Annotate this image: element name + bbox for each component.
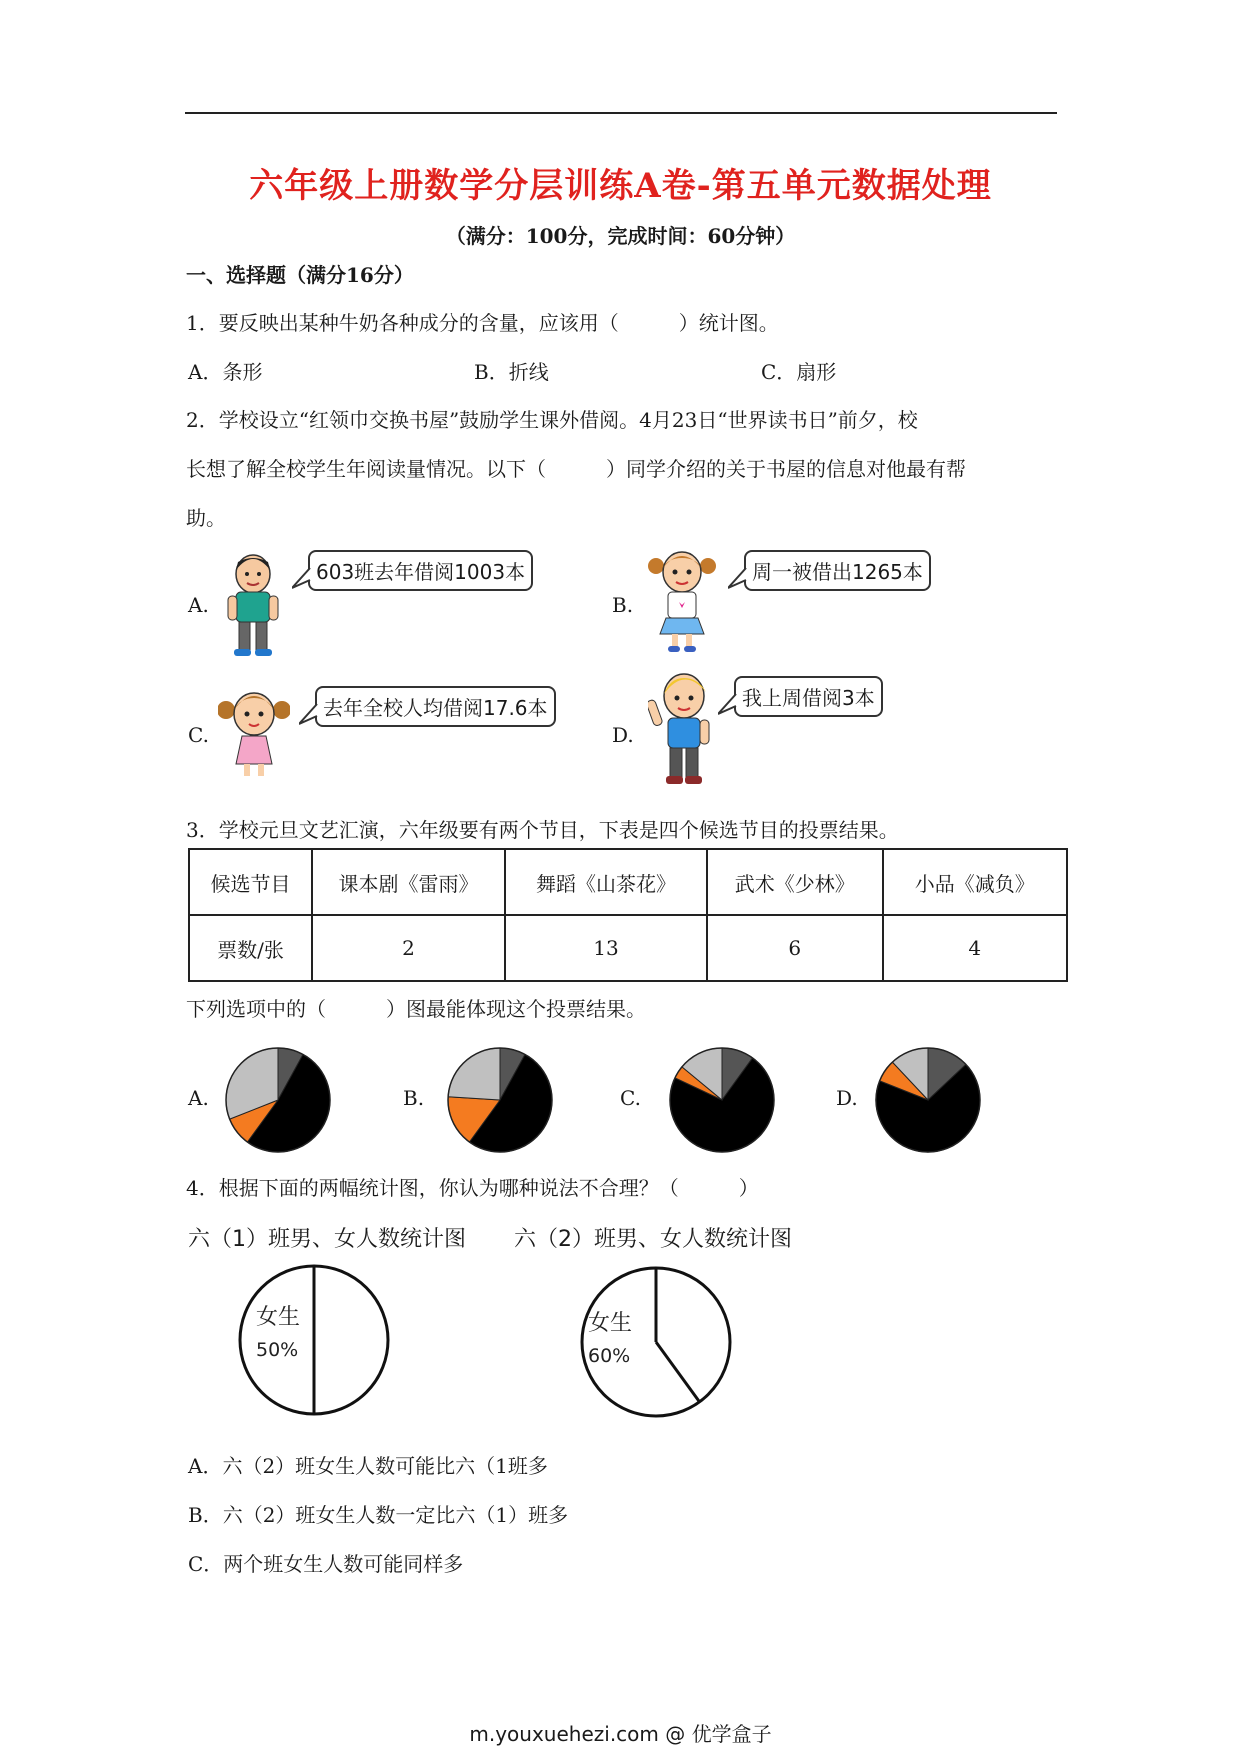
q4-option-a: A．六（2）班女生人数可能比六（1班多 bbox=[188, 1454, 548, 1478]
pie-chart-d bbox=[872, 1044, 984, 1156]
table-cell: 小品《减负》 bbox=[883, 849, 1067, 915]
class1-chart-title: 六（1）班男、女人数统计图 bbox=[188, 1227, 466, 1252]
q3-option-c-label: C. bbox=[620, 1086, 641, 1110]
page-subtitle: （满分：100分，完成时间：60分钟） bbox=[445, 224, 796, 248]
q3-option-a-label: A. bbox=[188, 1086, 209, 1110]
q2-stem-line1: 2．学校设立“红领巾交换书屋”鼓励学生课外借阅。4月23日“世界读书日”前夕，校 bbox=[186, 408, 918, 432]
q4-option-b: B．六（2）班女生人数一定比六（1）班多 bbox=[188, 1503, 569, 1527]
q2-option-a-label: A. bbox=[188, 593, 209, 617]
q3-option-b-label: B. bbox=[403, 1086, 425, 1110]
q1-option-a: A．条形 bbox=[188, 360, 263, 384]
table-cell: 武术《少林》 bbox=[707, 849, 883, 915]
table-cell: 13 bbox=[505, 915, 707, 981]
header-rule bbox=[185, 112, 1057, 114]
pie-slice-percent: 50% bbox=[256, 1339, 299, 1361]
pie-chart-c bbox=[666, 1044, 778, 1156]
pie-slice-label: 女生 bbox=[588, 1311, 633, 1336]
q4-option-c: C．两个班女生人数可能同样多 bbox=[188, 1552, 464, 1576]
q1-option-c: C．扇形 bbox=[761, 360, 837, 384]
q1-stem: 1．要反映出某种牛奶各种成分的含量，应该用（ ）统计图。 bbox=[186, 311, 779, 335]
pie-slice-label: 女生 bbox=[256, 1305, 301, 1330]
speech-bubble-c: 去年全校人均借阅17.6本 bbox=[315, 686, 556, 727]
speech-tail-c bbox=[299, 702, 319, 726]
pie-chart-a bbox=[222, 1044, 334, 1156]
vote-table bbox=[188, 848, 1068, 982]
class1-gender-pie bbox=[230, 1262, 406, 1422]
table-cell: 2 bbox=[312, 915, 505, 981]
q2-option-c-label: C. bbox=[188, 723, 209, 747]
q3-option-d-label: D. bbox=[836, 1086, 858, 1110]
q4-stem: 4．根据下面的两幅统计图，你认为哪种说法不合理？（ ） bbox=[186, 1176, 759, 1200]
q2-stem-line2: 长想了解全校学生年阅读量情况。以下（ ）同学介绍的关于书屋的信息对他最有帮 bbox=[186, 457, 966, 481]
page-title: 六年级上册数学分层训练A卷-第五单元数据处理 bbox=[249, 166, 992, 206]
speech-bubble-a: 603班去年借阅1003本 bbox=[308, 550, 533, 591]
speech-tail-d bbox=[718, 692, 738, 716]
blond-boy-figure-icon bbox=[648, 670, 716, 788]
table-row bbox=[189, 915, 1067, 981]
footer-watermark: m.youxuehezi.com @ 优学盒子 bbox=[469, 1722, 772, 1746]
q2-option-d-label: D. bbox=[612, 723, 634, 747]
table-cell: 候选节目 bbox=[189, 849, 312, 915]
q3-followup: 下列选项中的（ ）图最能体现这个投票结果。 bbox=[186, 997, 646, 1021]
table-cell: 票数/张 bbox=[189, 915, 312, 981]
q2-option-b-label: B. bbox=[612, 593, 634, 617]
q1-option-b: B．折线 bbox=[474, 360, 549, 384]
class2-gender-pie bbox=[572, 1264, 744, 1424]
table-header-row bbox=[189, 849, 1067, 915]
table-cell: 舞蹈《山茶花》 bbox=[505, 849, 707, 915]
boy-figure-icon bbox=[222, 552, 284, 658]
speech-tail-a bbox=[292, 566, 312, 590]
speech-bubble-d: 我上周借阅3本 bbox=[734, 676, 883, 717]
pie-chart-b bbox=[444, 1044, 556, 1156]
girl-figure-icon bbox=[646, 546, 718, 656]
speech-tail-b bbox=[728, 566, 748, 590]
table-cell: 6 bbox=[707, 915, 883, 981]
q2-stem-line3: 助。 bbox=[186, 506, 226, 530]
table-cell: 4 bbox=[883, 915, 1067, 981]
table-cell: 课本剧《雷雨》 bbox=[312, 849, 505, 915]
q3-stem: 3．学校元旦文艺汇演，六年级要有两个节目，下表是四个候选节目的投票结果。 bbox=[186, 818, 899, 842]
class2-chart-title: 六（2）班男、女人数统计图 bbox=[514, 1227, 792, 1252]
pie-slice-percent: 60% bbox=[588, 1345, 631, 1367]
speech-bubble-b: 周一被借出1265本 bbox=[744, 550, 931, 591]
section-heading: 一、选择题（满分16分） bbox=[186, 263, 414, 287]
girl-pigtails-figure-icon bbox=[218, 684, 290, 780]
